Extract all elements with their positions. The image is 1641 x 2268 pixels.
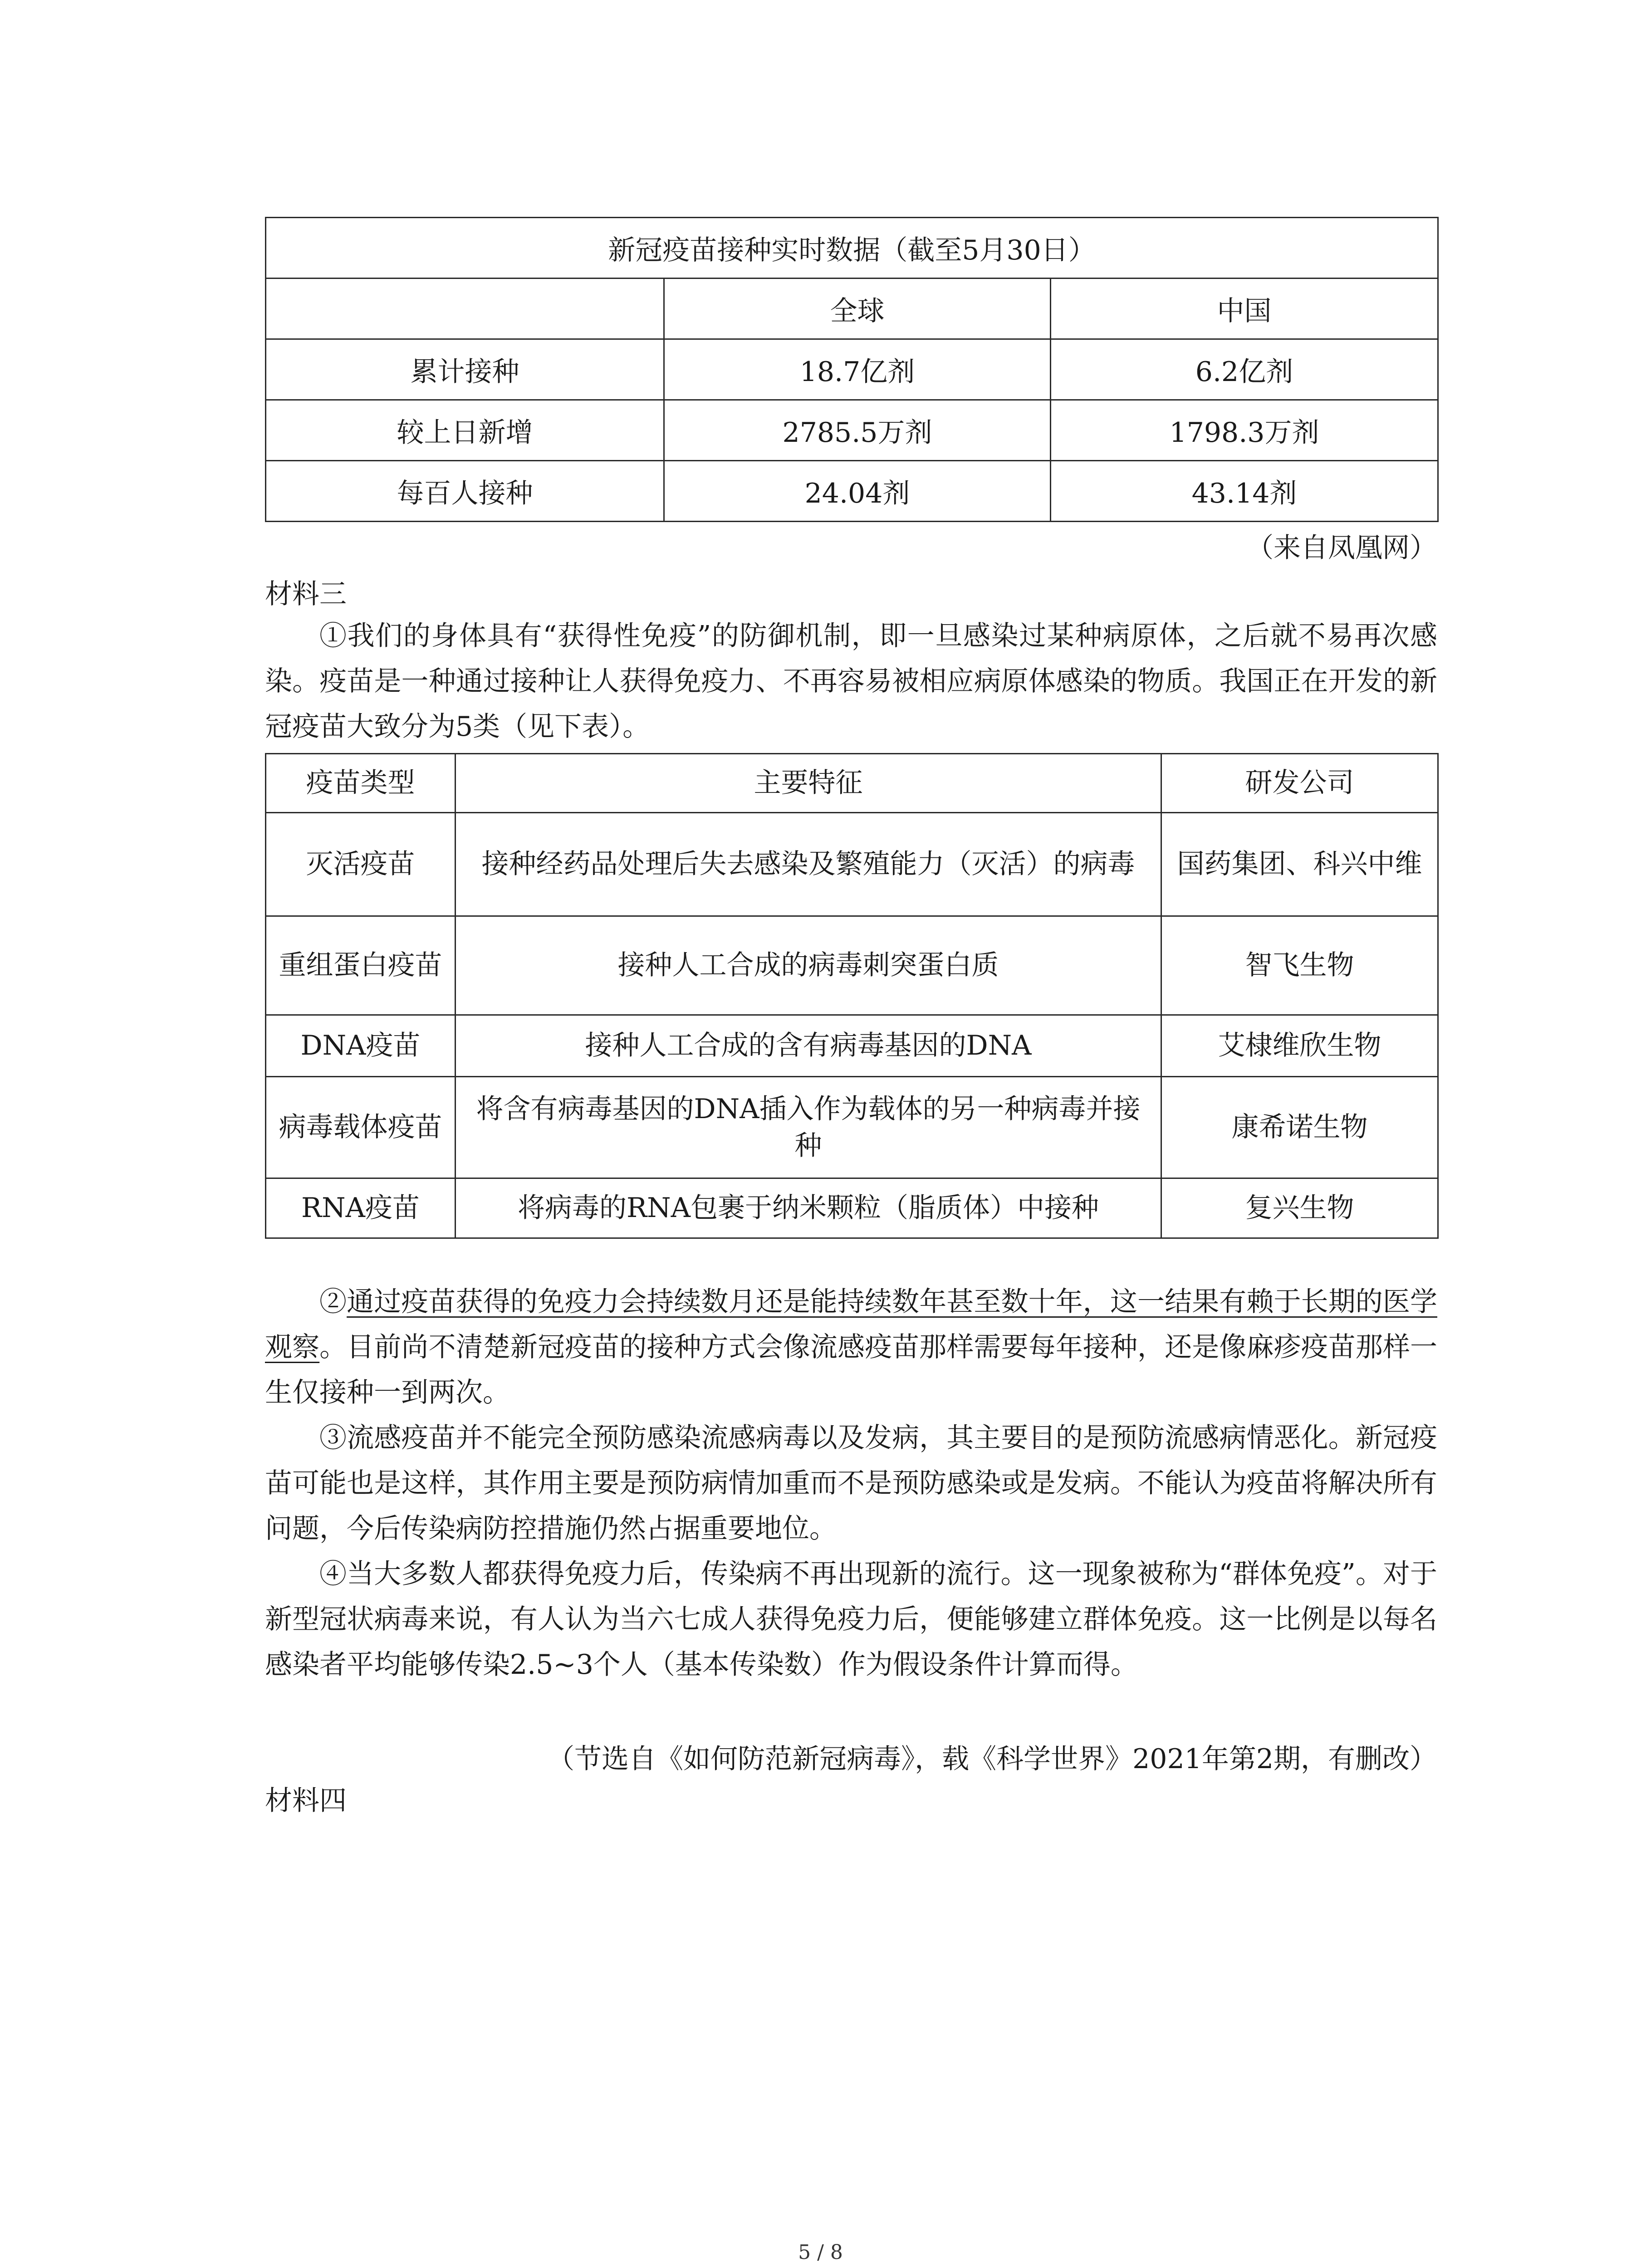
vaccine-types-table bbox=[265, 753, 1439, 1239]
table-header-cell bbox=[266, 279, 664, 339]
table-row bbox=[266, 813, 1438, 916]
vaccine-feature: 将含有病毒基因的DNA插入作为载体的另一种病毒并接种 bbox=[456, 1077, 1161, 1178]
table-header-cell: 全球 bbox=[664, 279, 1051, 339]
vaccine-type: RNA疫苗 bbox=[266, 1178, 456, 1238]
china-value: 6.2亿剂 bbox=[1051, 339, 1438, 400]
vaccine-feature: 将病毒的RNA包裹于纳米颗粒（脂质体）中接种 bbox=[456, 1178, 1161, 1238]
row-label: 每百人接种 bbox=[266, 461, 664, 522]
table-row bbox=[266, 1178, 1438, 1238]
underlined-sentence: 通过疫苗获得的免疫力会持续数月还是能持续数年甚至数十年，这一结果有赖于长期的医学观察 bbox=[265, 1286, 1438, 1363]
vaccine-company: 复兴生物 bbox=[1161, 1178, 1438, 1238]
table-row bbox=[266, 461, 1438, 522]
table-header-cell: 主要特征 bbox=[456, 754, 1161, 813]
global-value: 2785.5万剂 bbox=[664, 400, 1051, 461]
table-header-cell: 研发公司 bbox=[1161, 754, 1438, 813]
table-row bbox=[266, 1077, 1438, 1178]
vaccination-data-table bbox=[265, 217, 1439, 522]
table-header-row bbox=[266, 754, 1438, 813]
global-value: 18.7亿剂 bbox=[664, 339, 1051, 400]
row-label: 较上日新增 bbox=[266, 400, 664, 461]
china-value: 1798.3万剂 bbox=[1051, 400, 1438, 461]
vaccine-company: 康希诺生物 bbox=[1161, 1077, 1438, 1178]
material-3-paragraph-1: ①我们的身体具有“获得性免疫”的防御机制，即一旦感染过某种病原体，之后就不易再次感染。疫苗是一种通过接种让人获得免疫力、不再容易被相应病原体感染的物质。我国正在开发的新冠疫苗大致分为5类（见下表）。 bbox=[265, 620, 1437, 743]
table-title: 新冠疫苗接种实时数据（截至5月30日） bbox=[266, 218, 1438, 279]
vaccine-type: 灭活疫苗 bbox=[266, 813, 456, 916]
material-4-label: 材料四 bbox=[265, 1785, 347, 1817]
table-header-cell: 中国 bbox=[1051, 279, 1438, 339]
table-row bbox=[266, 916, 1438, 1015]
paragraph-number: ② bbox=[319, 1286, 347, 1318]
table-header-cell: 疫苗类型 bbox=[266, 754, 456, 813]
table-row bbox=[266, 400, 1438, 461]
table-source: （来自凤凰网） bbox=[1246, 532, 1437, 564]
vaccine-feature: 接种人工合成的含有病毒基因的DNA bbox=[456, 1015, 1161, 1077]
table-title-row bbox=[266, 218, 1438, 279]
table-row bbox=[266, 339, 1438, 400]
table-row bbox=[266, 1015, 1438, 1077]
material-3-paragraph-3: ③流感疫苗并不能完全预防感染流感病毒以及发病，其主要目的是预防流感病情恶化。新冠疫苗可能也是这样，其作用主要是预防病情加重而不是预防感染或是发病。不能认为疫苗将解决所有问题，今后传染病防控措施仍然占据重要地位。 bbox=[265, 1422, 1437, 1545]
page-number: 5 / 8 bbox=[798, 2241, 843, 2264]
vaccine-type: 病毒载体疫苗 bbox=[266, 1077, 456, 1178]
table-header-row bbox=[266, 279, 1438, 339]
vaccine-feature: 接种经药品处理后失去感染及繁殖能力（灭活）的病毒 bbox=[456, 813, 1161, 916]
vaccine-company: 智飞生物 bbox=[1161, 916, 1438, 1015]
vaccine-type: DNA疫苗 bbox=[266, 1015, 456, 1077]
global-value: 24.04剂 bbox=[664, 461, 1051, 522]
vaccine-feature: 接种人工合成的病毒刺突蛋白质 bbox=[456, 916, 1161, 1015]
china-value: 43.14剂 bbox=[1051, 461, 1438, 522]
material-3-label: 材料三 bbox=[265, 578, 347, 610]
paragraph-rest: 。目前尚不清楚新冠疫苗的接种方式会像流感疫苗那样需要每年接种，还是像麻疹疫苗那样一生仅接种一到两次。 bbox=[265, 1331, 1438, 1408]
vaccine-company: 艾棣维欣生物 bbox=[1161, 1015, 1438, 1077]
vaccine-type: 重组蛋白疫苗 bbox=[266, 916, 456, 1015]
article-source: （节选自《如何防范新冠病毒》，载《科学世界》2021年第2期，有删改） bbox=[547, 1743, 1437, 1775]
material-3-paragraph-4: ④当大多数人都获得免疫力后，传染病不再出现新的流行。这一现象被称为“群体免疫”。对于新型冠状病毒来说，有人认为当六七成人获得免疫力后，便能够建立群体免疫。这一比例是以每名感染者平均能够传染2.5~3个人（基本传染数）作为假设条件计算而得。 bbox=[265, 1558, 1437, 1681]
row-label: 累计接种 bbox=[266, 339, 664, 400]
material-3-paragraph-2 bbox=[265, 1279, 1437, 1415]
vaccine-company: 国药集团、科兴中维 bbox=[1161, 813, 1438, 916]
